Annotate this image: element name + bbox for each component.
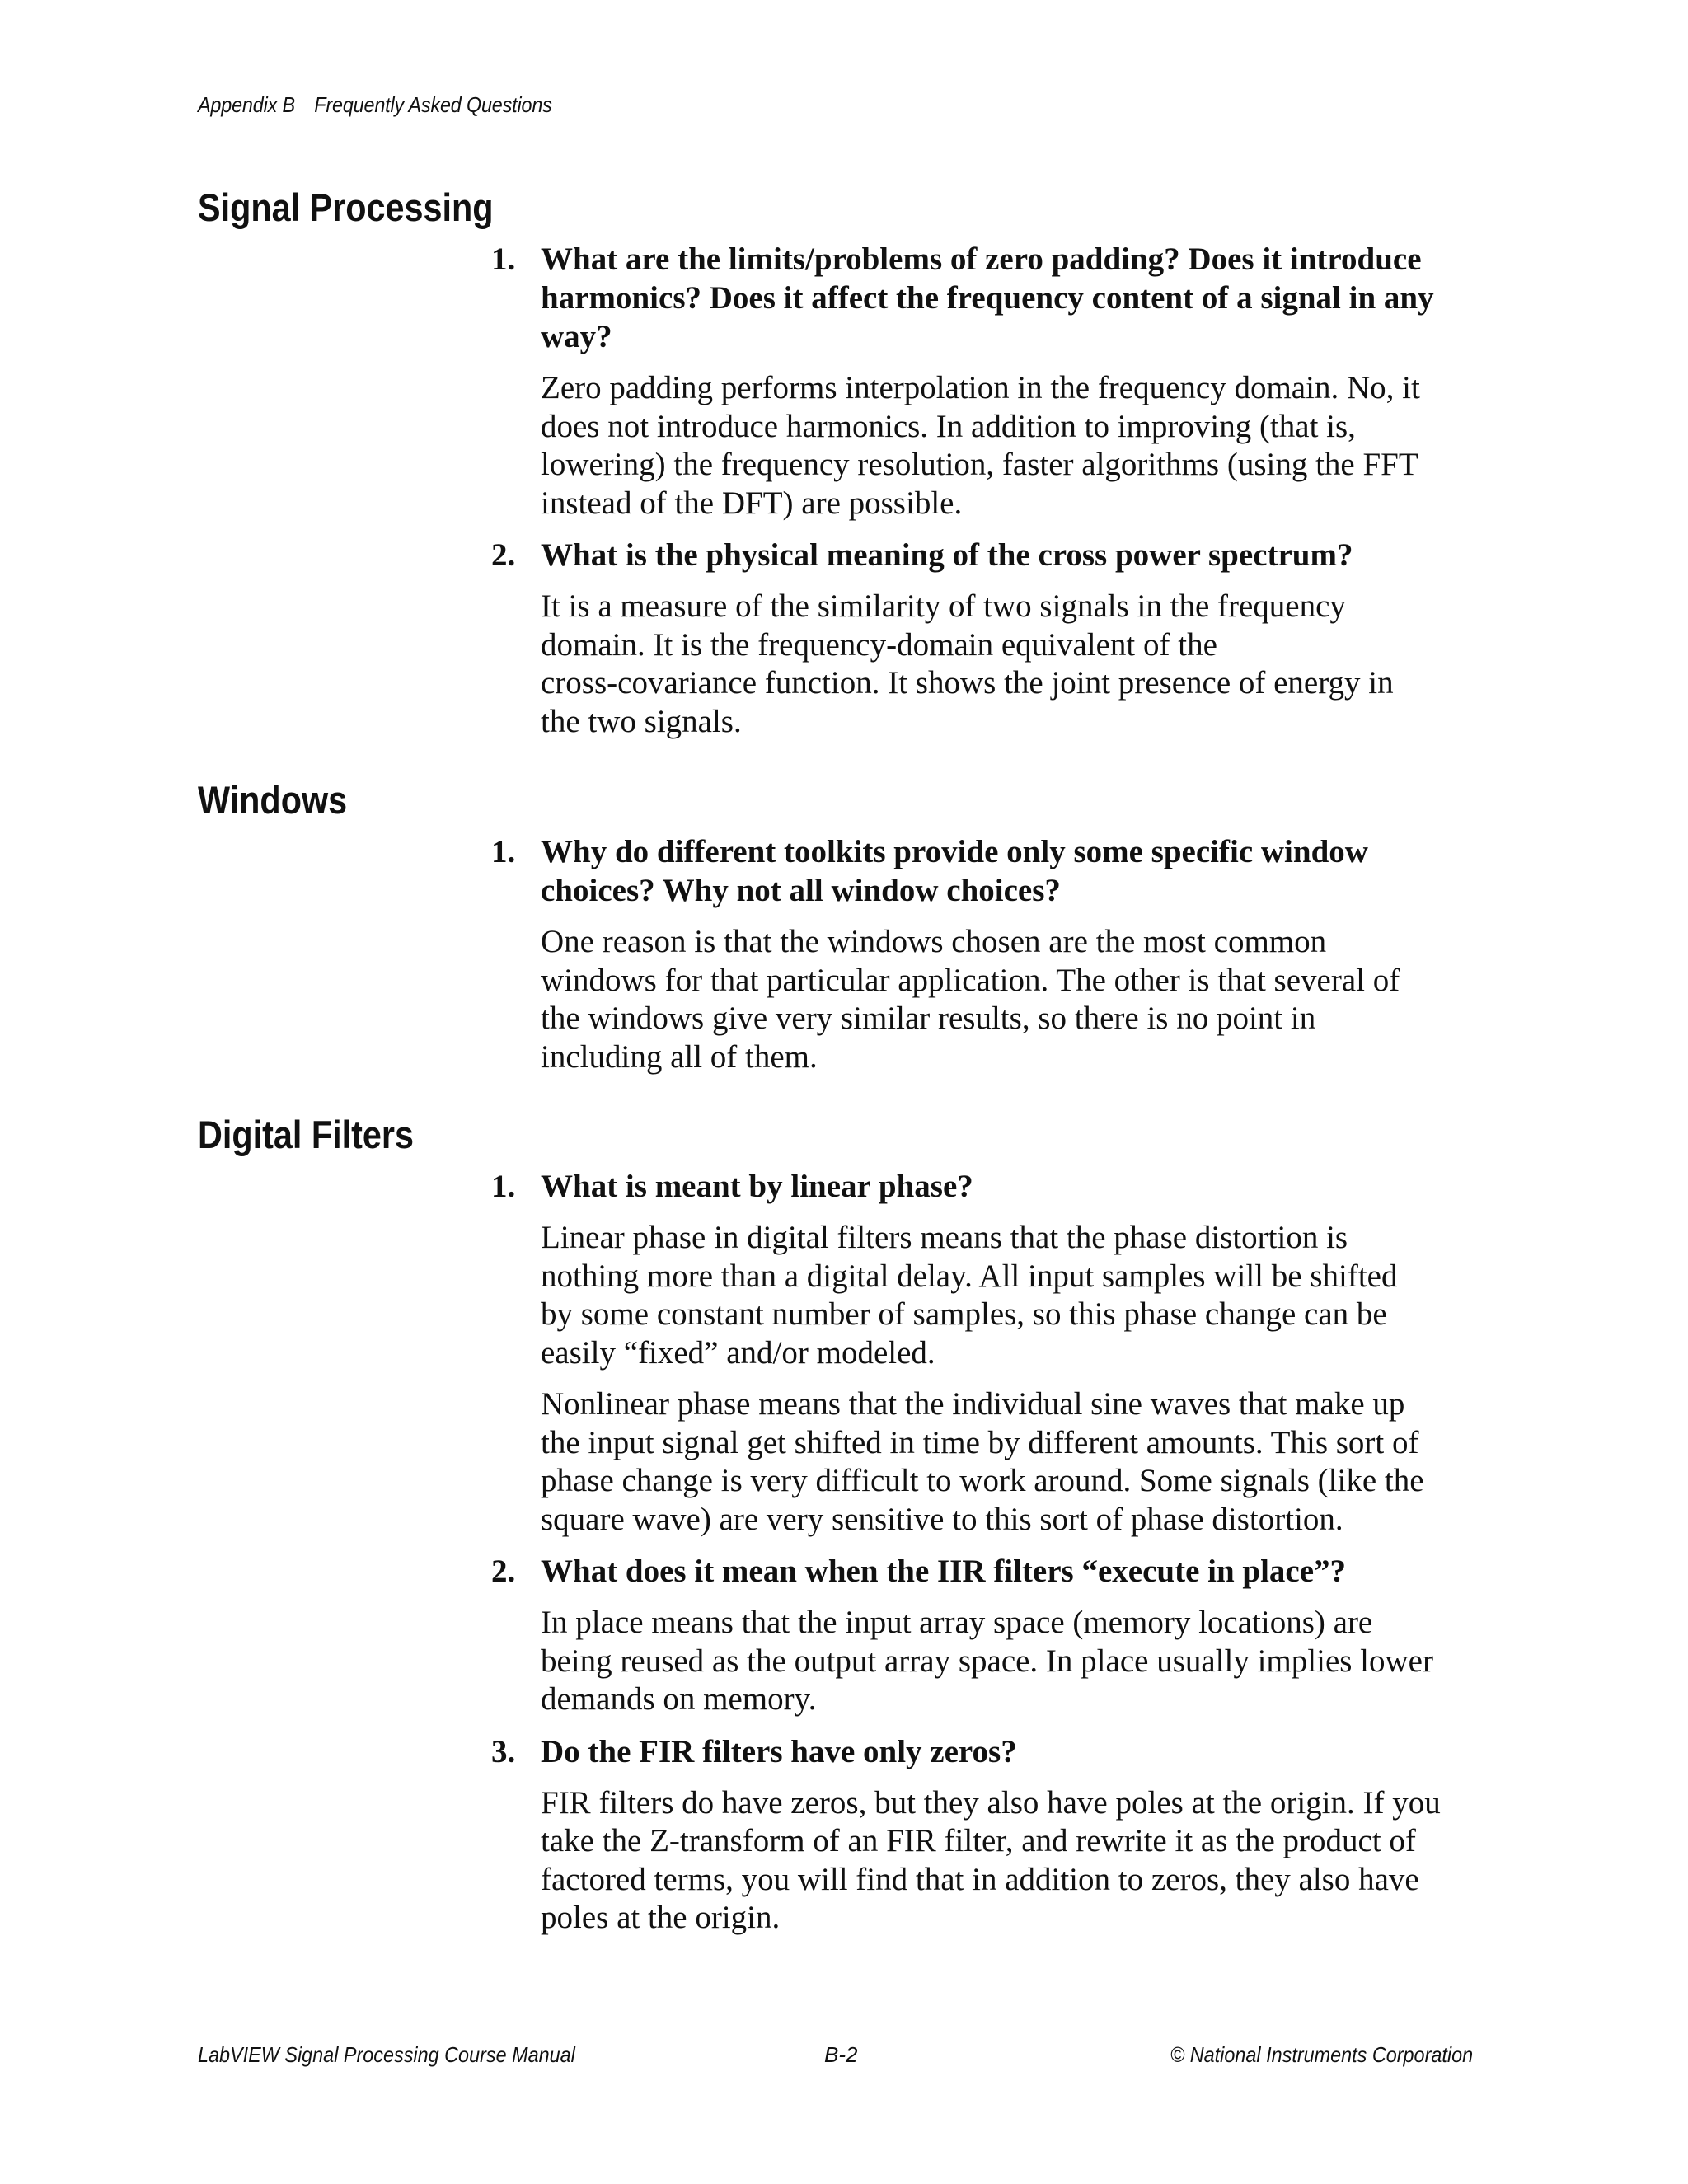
question-number: 2.	[491, 537, 516, 573]
answer-text: One reason is that the windows chosen are the most common windows for that particular application. The other is that several of the windows give very similar results, so there is no point in including all of them.	[541, 924, 1400, 1075]
answer-text: It is a measure of the similarity of two signals in the frequency domain. It is the frequency-domain equivalent of the cross-covariance function. It shows the joint presence of energy in the two signals.	[541, 588, 1394, 739]
question-number: 1.	[491, 1169, 516, 1204]
section-signal-processing	[491, 240, 1480, 754]
question	[491, 1552, 1480, 1591]
question-text: What is the physical meaning of the cross power spectrum?	[541, 537, 1353, 573]
answer-text: Linear phase in digital filters means that the phase distortion is nothing more than a digital delay. All input samples will be shifted by some constant number of samples, so this phase change can be easily “fixed” and/or modeled.	[541, 1220, 1398, 1371]
appendix-title: Frequently Asked Questions	[314, 92, 552, 117]
question-number: 1.	[491, 241, 516, 277]
answer-text: FIR filters do have zeros, but they also have poles at the origin. If you take the Z-transform of an FIR filter, and rewrite it as the product of factored terms, you will find that in addition to zeros, they also have poles at the origin.	[541, 1784, 1441, 1935]
appendix-label: Appendix B	[198, 92, 295, 117]
section-heading-digital-filters: Digital Filters	[198, 1113, 415, 1156]
question	[491, 1167, 1480, 1206]
question-text: What is meant by linear phase?	[541, 1169, 973, 1204]
section-windows	[491, 832, 1480, 1090]
question-text: Why do different toolkits provide only some specific window choices? Why not all window choices?	[541, 834, 1368, 908]
answer-text: Nonlinear phase means that the individual sine waves that make up the input signal get shifted in time by different amounts. This sort of phase change is very difficult to work around. Some signals (like the square wave) are very sensitive to this sort of phase distortion.	[541, 1386, 1424, 1537]
question-text: What are the limits/problems of zero padding? Does it introduce harmonics? Does it affect the frequency content of a signal in any way?	[541, 241, 1434, 354]
question-number: 2.	[491, 1554, 516, 1589]
question	[491, 1732, 1480, 1771]
question	[491, 832, 1480, 910]
footer-copyright: © National Instruments Corporation	[1170, 2042, 1474, 2067]
section-heading-windows: Windows	[198, 778, 348, 822]
answer-text: In place means that the input array space (memory locations) are being reused as the output array space. In place usually implies lower demands on memory.	[541, 1605, 1433, 1717]
answer-text: Zero padding performs interpolation in the frequency domain. No, it does not introduce harmonics. In addition to improving (that is, lowering) the frequency resolution, faster algorithms (using the FFT instead of the DFT) are possible.	[541, 370, 1420, 521]
question-number: 3.	[491, 1733, 516, 1769]
question-text: Do the FIR filters have only zeros?	[541, 1733, 1017, 1769]
section-digital-filters	[491, 1167, 1480, 1951]
footer-page-number: B-2	[824, 2042, 858, 2067]
section-heading-signal-processing: Signal Processing	[198, 185, 494, 229]
question	[491, 240, 1480, 356]
running-header	[198, 92, 552, 118]
question-text: What does it mean when the IIR filters “execute in place”?	[541, 1554, 1347, 1589]
question-number: 1.	[491, 834, 516, 869]
question	[491, 536, 1480, 574]
footer-manual-title: LabVIEW Signal Processing Course Manual	[198, 2042, 575, 2067]
